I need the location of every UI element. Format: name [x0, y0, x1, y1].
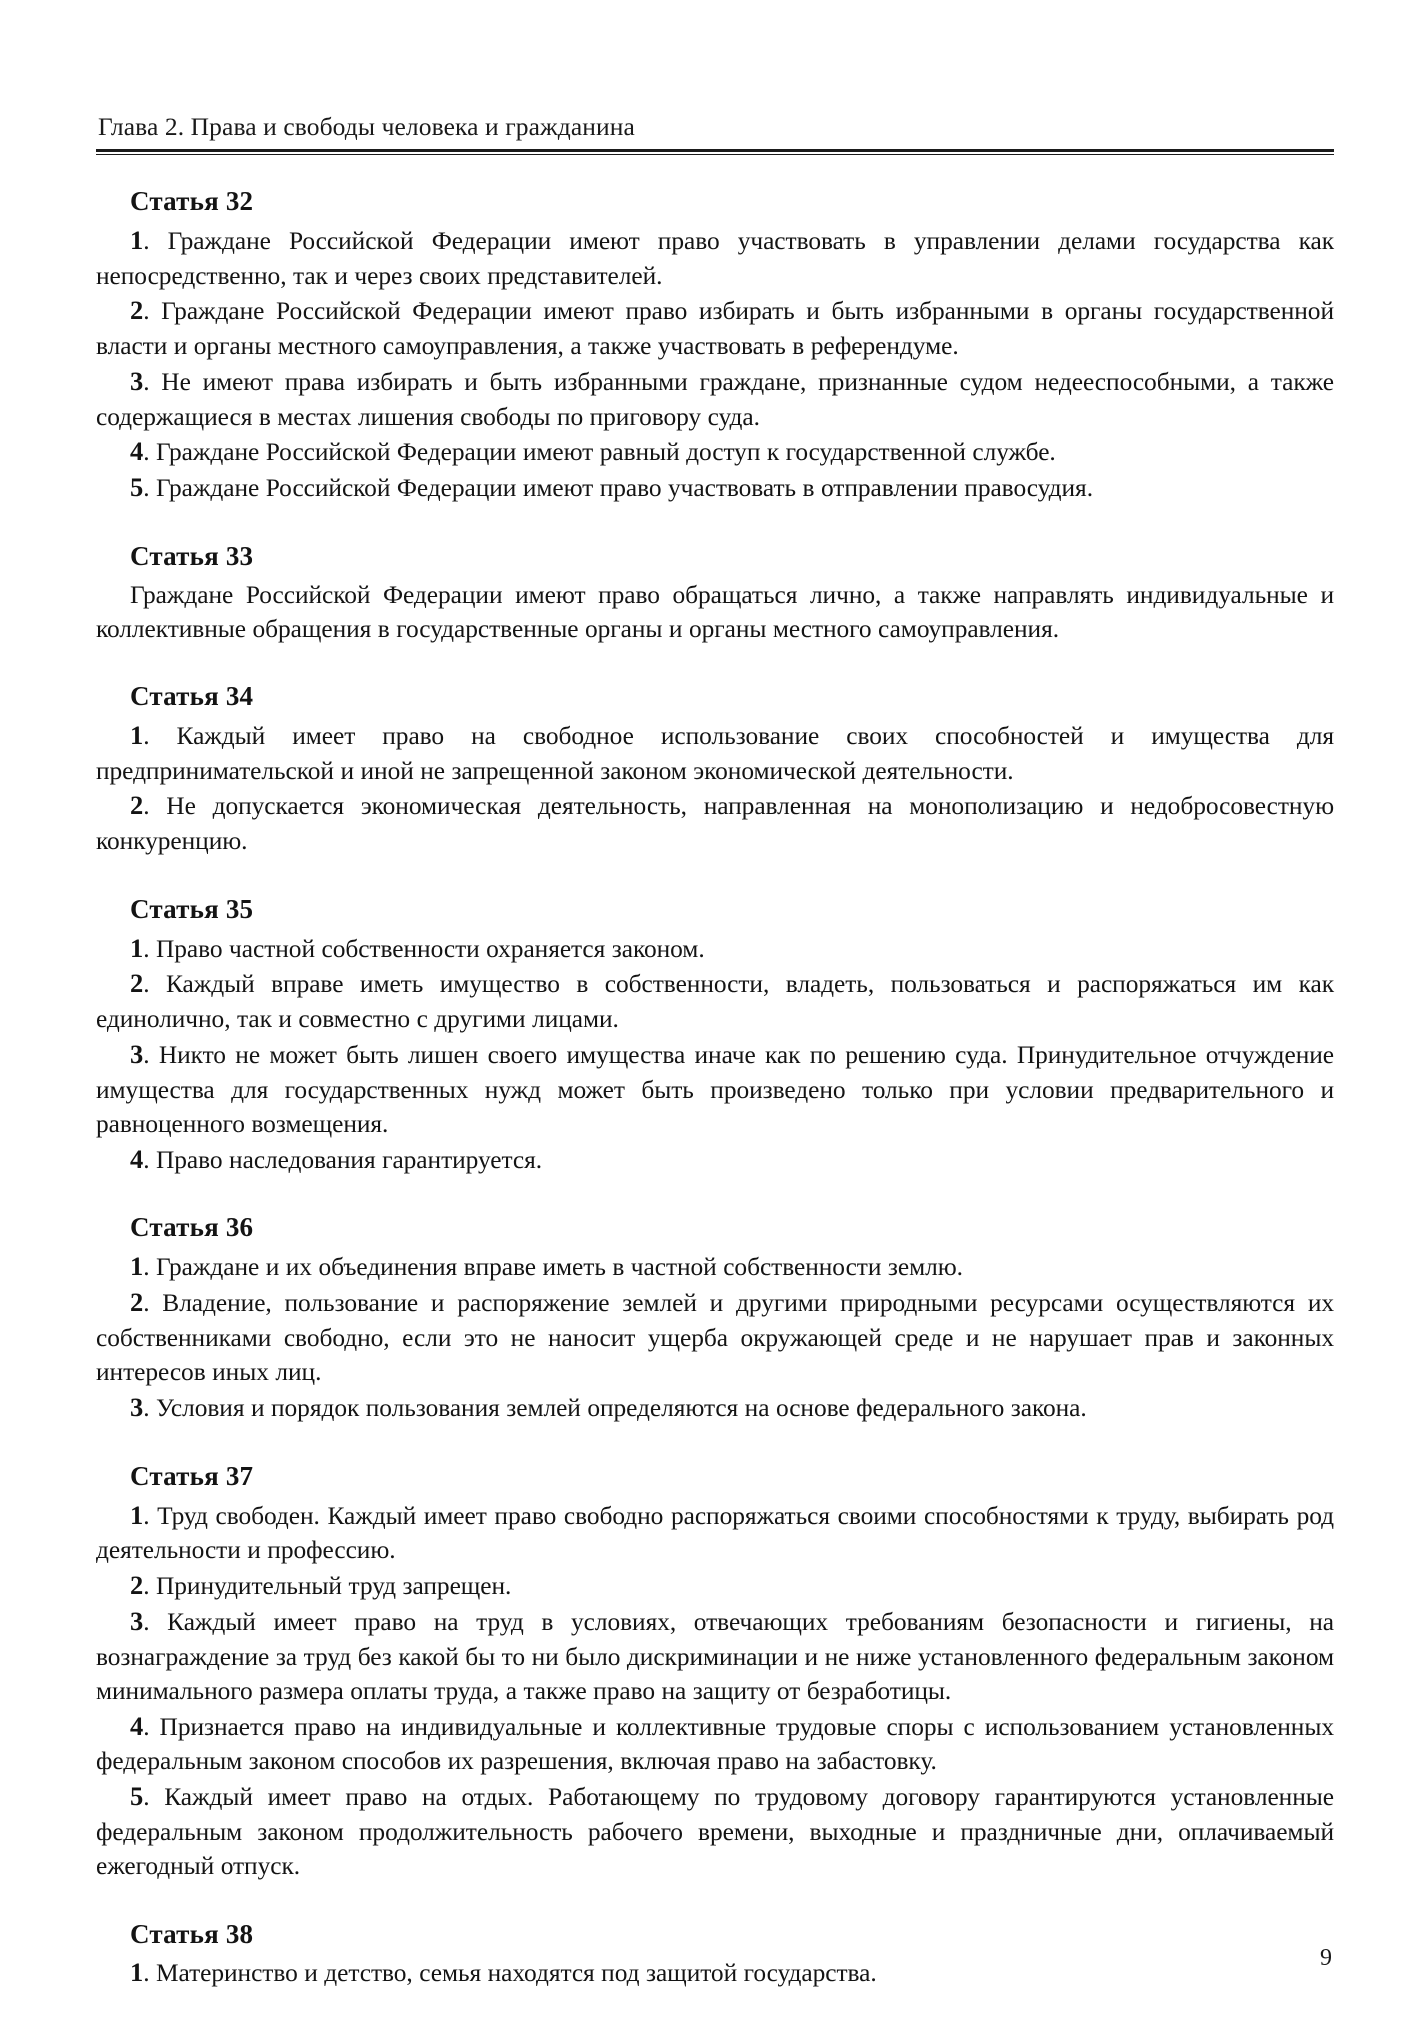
article — [96, 680, 1334, 858]
paragraph-number: 1 — [130, 932, 144, 963]
article-paragraph — [96, 1498, 1334, 1568]
article-paragraph — [96, 293, 1334, 363]
article-title: Статья 35 — [130, 893, 254, 924]
article — [96, 185, 1334, 506]
paragraph-text: . Владение, пользование и распоряжение землей и другими природными ресурсами осуществляются их собственниками свободно, если это не наносит ущерба окружающей среде и не нарушает прав и законных интересов иных лиц. — [96, 1289, 1334, 1387]
paragraph-number: 1 — [130, 1957, 144, 1988]
paragraph-text: . Право частной собственности охраняется законом. — [143, 934, 705, 963]
paragraph-number: 3 — [130, 1391, 144, 1422]
article-paragraph — [96, 718, 1334, 788]
running-header: Глава 2. Права и свободы человека и гражданина — [98, 112, 635, 141]
paragraph-text: . Право наследования гарантируется. — [143, 1145, 542, 1174]
article-paragraph — [96, 1955, 1334, 1991]
paragraph-text: . Материнство и детство, семья находятся под защитой государства. — [143, 1959, 877, 1988]
paragraph-number: 2 — [130, 968, 144, 999]
paragraph-number: 4 — [130, 1710, 144, 1741]
article-title: Статья 37 — [130, 1460, 254, 1491]
paragraph-text: . Признается право на индивидуальные и коллективные трудовые споры с использованием установленных федеральным законом способов их разрешения, включая право на забастовку. — [96, 1712, 1334, 1776]
page-content — [96, 112, 1334, 1991]
article-paragraph — [96, 434, 1334, 470]
article-paragraph — [96, 1568, 1334, 1604]
article-paragraph — [96, 1604, 1334, 1709]
article — [96, 540, 1334, 647]
paragraph-text: . Никто не может быть лишен своего имущества иначе как по решению суда. Принудительное отчуждение имущества для государственных нужд может быть произведено только при условии предварительного и равноценного возмещения. — [96, 1040, 1334, 1139]
paragraph-number: 4 — [130, 436, 144, 466]
article-paragraph — [96, 223, 1334, 293]
article-title: Статья 33 — [130, 540, 254, 571]
article-title: Статья 38 — [130, 1918, 254, 1949]
article-paragraph — [96, 966, 1334, 1036]
article-title: Статья 32 — [130, 186, 254, 217]
paragraph-text: . Граждане Российской Федерации имеют право участвовать в отправлении правосудия. — [143, 473, 1093, 502]
article-paragraph — [96, 1037, 1334, 1142]
article-paragraph — [96, 931, 1334, 967]
article-paragraph — [96, 1285, 1334, 1390]
paragraph-number: 5 — [130, 1780, 144, 1811]
paragraph-text: . Каждый имеет право на отдых. Работающему по трудовому договору гарантируются установленные федеральным законом продолжительность рабочего времени, выходные и праздничные дни, оплачиваемый ежегодный отпуск. — [96, 1782, 1334, 1881]
article-paragraph — [96, 788, 1334, 858]
article-list — [96, 185, 1334, 1991]
paragraph-number: 1 — [130, 1251, 144, 1282]
article-paragraph — [96, 1142, 1334, 1178]
article-paragraph — [96, 1390, 1334, 1426]
paragraph-text: . Труд свободен. Каждый имеет право свободно распоряжаться своими способностями к труду, выбирать род деятельности и профессию. — [96, 1501, 1334, 1565]
header-rule — [96, 149, 1334, 155]
article-paragraph — [96, 364, 1334, 434]
paragraph-number: 3 — [130, 1605, 144, 1636]
paragraph-text: . Не имеют права избирать и быть избранными граждане, признанные судом недееспособными, а также содержащиеся в местах лишения свободы по приговору суда. — [96, 367, 1334, 431]
paragraph-number: 1 — [130, 225, 144, 256]
paragraph-number: 2 — [130, 295, 144, 326]
article-paragraph — [96, 470, 1334, 506]
paragraph-text: . Каждый имеет право на свободное использование своих способностей и имущества для предпринимательской и иной не запрещенной законом экономической деятельности. — [96, 722, 1334, 786]
paragraph-text: . Каждый вправе иметь имущество в собственности, владеть, пользоваться и распоряжаться им как единолично, так и совместно с другими лицами. — [96, 970, 1334, 1034]
paragraph-text: . Граждане Российской Федерации имеют право избирать и быть избранными в органы государственной власти и органы местного самоуправления, а также участвовать в референдуме. — [96, 297, 1334, 361]
paragraph-text: . Условия и порядок пользования землей определяются на основе федерального закона. — [143, 1393, 1087, 1422]
paragraph-text: . Граждане Российской Федерации имеют равный доступ к государственной службе. — [143, 438, 1056, 466]
article — [96, 1211, 1334, 1425]
article-paragraph — [96, 1249, 1334, 1285]
paragraph-text: . Каждый имеет право на труд в условиях, отвечающих требованиям безопасности и гигиены, на вознаграждение за труд без какой бы то ни было дискриминации и не ниже установленного федеральным законом минимального размера оплаты труда, а также право на защиту от безработицы. — [96, 1607, 1334, 1706]
article — [96, 1918, 1334, 1992]
paragraph-text: . Граждане и их объединения вправе иметь в частной собственности землю. — [143, 1253, 963, 1282]
paragraph-number: 2 — [130, 1287, 144, 1318]
page-number: 9 — [1320, 1945, 1332, 1971]
paragraph-text: . Граждане Российской Федерации имеют право участвовать в управлении делами государства как непосредственно, так и через своих представителей. — [96, 227, 1334, 290]
paragraph-number: 3 — [130, 1038, 144, 1069]
paragraph-number: 5 — [130, 471, 144, 502]
paragraph-number: 1 — [130, 1499, 144, 1530]
paragraph-text: Граждане Российской Федерации имеют право обращаться лично, а также направлять индивидуальные и коллективные обращения в государственные органы и органы местного самоуправления. — [96, 580, 1334, 643]
paragraph-text: . Не допускается экономическая деятельность, направленная на монополизацию и недобросовестную конкуренцию. — [96, 792, 1334, 856]
article-title: Статья 34 — [130, 681, 254, 712]
paragraph-number: 3 — [130, 365, 144, 396]
article — [96, 893, 1334, 1178]
paragraph-number: 1 — [130, 720, 144, 751]
article-title: Статья 36 — [130, 1212, 254, 1243]
paragraph-number: 2 — [130, 790, 144, 821]
article-paragraph — [96, 1779, 1334, 1884]
paragraph-number: 4 — [130, 1143, 144, 1174]
article-paragraph — [96, 578, 1334, 647]
article — [96, 1460, 1334, 1884]
paragraph-text: . Принудительный труд запрещен. — [143, 1571, 512, 1600]
article-paragraph — [96, 1709, 1334, 1779]
paragraph-number: 2 — [130, 1569, 144, 1600]
